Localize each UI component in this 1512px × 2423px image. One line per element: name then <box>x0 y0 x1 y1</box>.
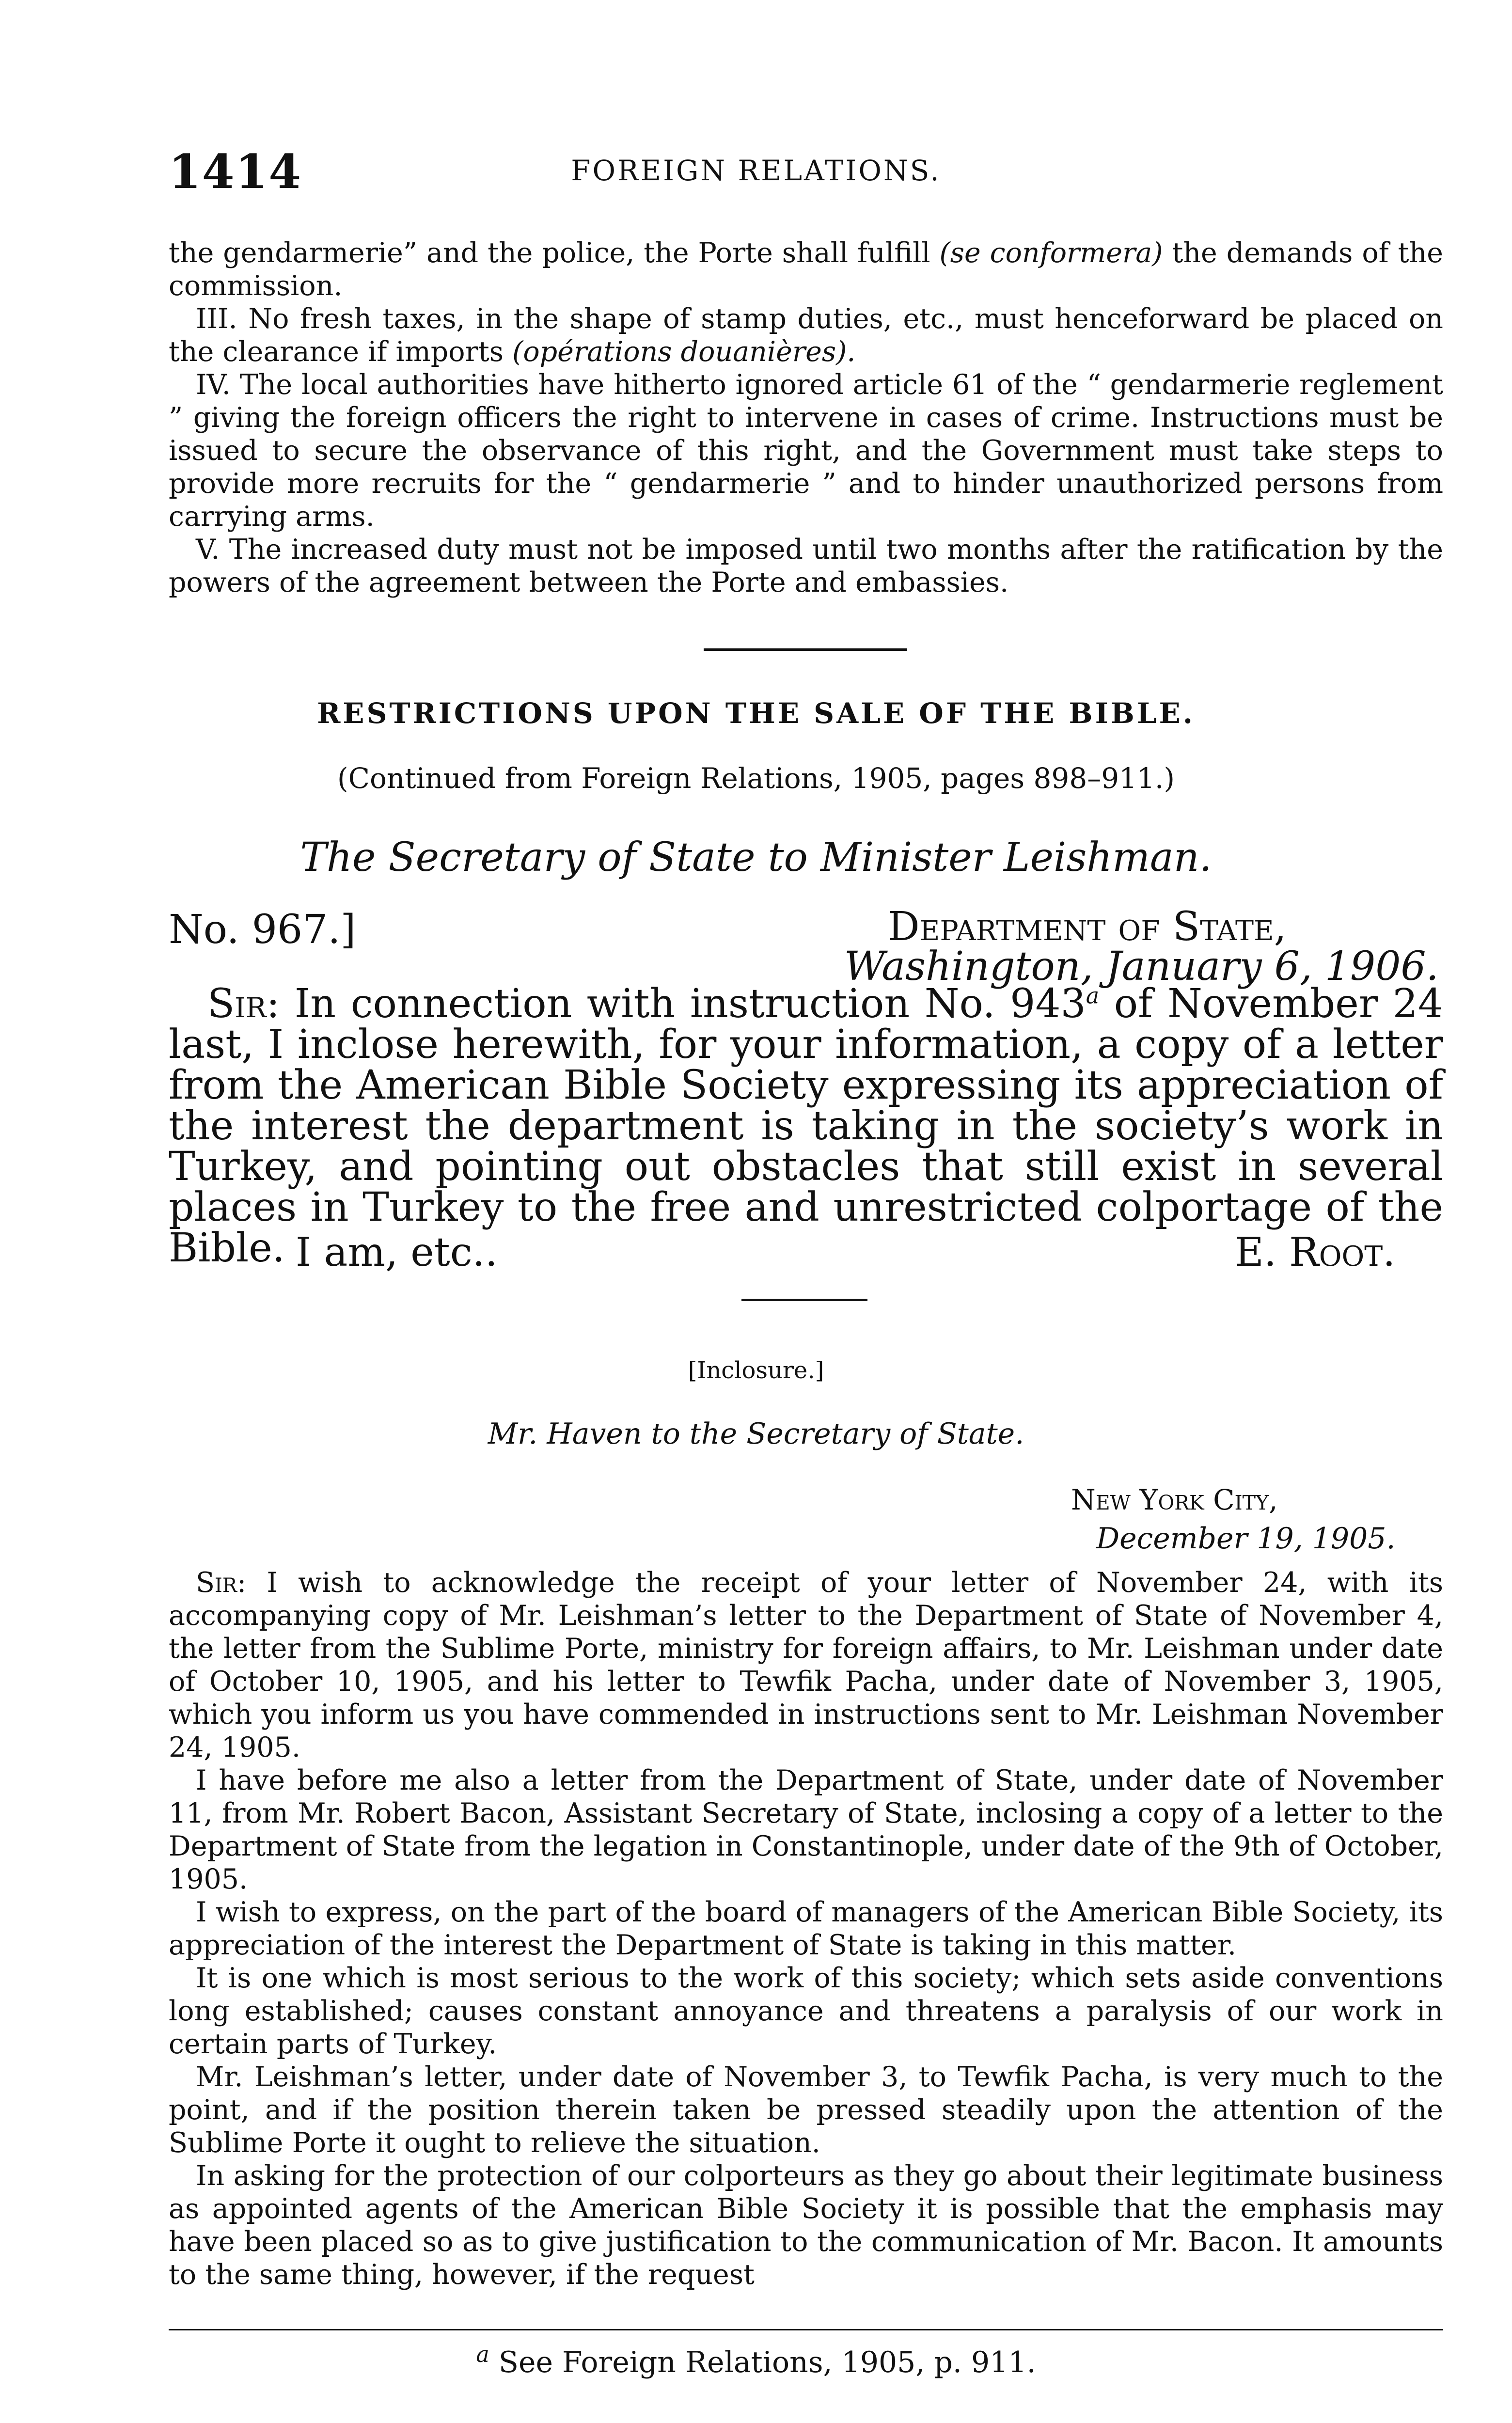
inclosure-paragraph: Sir: I wish to acknowledge the receipt of your letter of November 24, with its accompanying copy of Mr. Leishman’s letter to the Department of State of November 4, the letter from the Sublime Porte, ministry for foreign affairs, to Mr. Leishman under date of October 10, 1905, and his letter to Tewfik Pacha, under date of November 3, 1905, which you inform us you have commended in instructions sent to Mr. Leishman November 24, 1905. <box>169 1567 1443 1763</box>
section-title: RESTRICTIONS UPON THE SALE OF THE BIBLE. <box>317 697 1195 730</box>
inclosure-date: December 19, 1905. <box>1096 1522 1396 1556</box>
inclosure-body <box>169 1566 1443 2291</box>
letter-body <box>169 981 1443 1271</box>
continued-paragraph: the gendarmerie” and the police, the Porte shall fulfill (se conformera) the demands of the commission. <box>169 237 1444 302</box>
inclosure-paragraph: Mr. Leishman’s letter, under date of November 3, to Tewfik Pacha, is very much to the point, and if the position therein taken be pressed steadily upon the attention of the Sublime Porte it ought to relieve the situation. <box>169 2061 1443 2159</box>
footnote-marker: a <box>476 2341 489 2367</box>
letter-divider <box>741 1299 867 1301</box>
paragraph-v: V. The increased duty must not be imposed until two months after the ratification by the powers of the agreement between the Porte and embassies. <box>169 534 1443 598</box>
inclosure-paragraph: In asking for the protection of our colporteurs as they go about their legitimate business as appointed agents of the American Bible Society it is possible that the emphasis may have been placed so as to give justification to the communication of Mr. Bacon. It amounts to the same thing, however, if the request <box>169 2160 1443 2291</box>
running-title: FOREIGN RELATIONS. <box>571 154 941 187</box>
inclosure-place: New York City, <box>1071 1483 1278 1516</box>
inclosure-salutation: Sir: <box>196 1567 247 1599</box>
footnote <box>0 2341 1512 2379</box>
continued-note: (Continued from Foreign Relations, 1905, pages 898–911.) <box>337 762 1175 795</box>
inclosure-heading: Mr. Haven to the Secretary of State. <box>488 1417 1024 1451</box>
paragraph-iii: III. No fresh taxes, in the shape of stamp duties, etc., must henceforward be placed on the clearance if imports (opérations douanières). <box>169 303 1443 368</box>
department-line: Department of State, <box>888 904 1287 950</box>
footnote-text: See Foreign Relations, 1905, p. 911. <box>498 2345 1036 2379</box>
inclosure-paragraph: It is one which is most serious to the work of this society; which sets aside conventions long established; causes constant annoyance and threatens a paralysis of our work in certain parts of Turkey. <box>169 1962 1443 2060</box>
place-date-line: Washington, January 6, 1906. <box>844 944 1439 990</box>
inclosure-paragraph: I wish to express, on the part of the board of managers of the American Bible Society, its appreciation of the interest the Department of State is taking in this matter. <box>169 1896 1443 1961</box>
instruction-number: No. 967.] <box>169 907 356 953</box>
closing: I am, etc.. <box>296 1229 498 1275</box>
signature: E. Root. <box>1235 1229 1396 1275</box>
section-divider <box>704 648 907 651</box>
footnote-rule <box>169 2329 1443 2330</box>
footnote-marker: a <box>1086 982 1100 1009</box>
letter-heading: The Secretary of State to Minister Leishman. <box>300 834 1212 881</box>
salutation: Sir: <box>207 981 280 1027</box>
letter-paragraph: Sir: In connection with instruction No. 943$^a$ of November 24 last, I inclose herewith, for your information, a copy of a letter from the American Bible Society expressing its appreciation of the interest the department is taking in the society’s work in Turkey, and pointing out obstacles that still exist in several places in Turkey to the free and unrestricted colportage of the Bible. <box>169 981 1443 1271</box>
inclosure-label: [Inclosure.] <box>688 1357 824 1384</box>
inclosure-paragraph: I have before me also a letter from the Department of State, under date of November 11, from Mr. Robert Bacon, Assistant Secretary of State, inclosing a copy of a letter to the Department of State from the legation in Constantinople, under date of the 9th of October, 1905. <box>169 1764 1443 1895</box>
page-number: 1414 <box>169 144 302 199</box>
continued-text <box>169 236 1443 599</box>
paragraph-iv: IV. The local authorities have hitherto ignored article 61 of the “ gendarmerie reglement ” giving the foreign officers the right to intervene in cases of crime. Instructions must be issued to secure the observance of this right, and the Government must take steps to provide more recruits for the “ gendarmerie ” and to hinder unauthorized persons from carrying arms. <box>169 369 1443 533</box>
